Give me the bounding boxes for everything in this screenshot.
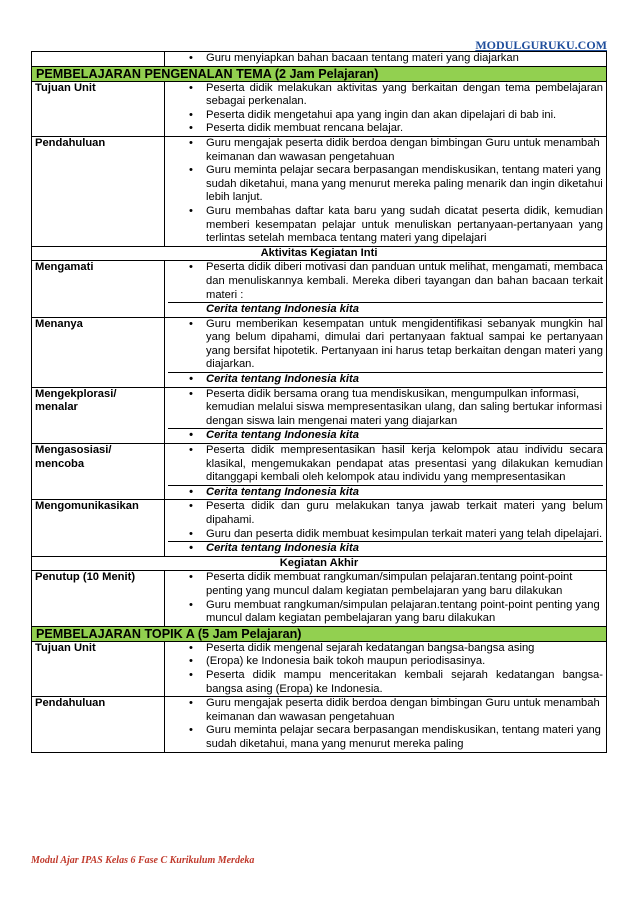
table-row <box>32 387 607 443</box>
list-item: • Guru membahas daftar kata baru yang sudah dicatat peserta didik, kemudian memberi kesempatan pelajar untuk menuliskan pertanyaan-pertanyaan yang terlintas setelah membaca tentang materi yang dipelajari <box>168 205 603 246</box>
subheader-title: Aktivitas Kegiatan Inti <box>32 246 607 261</box>
table-row <box>32 571 607 626</box>
row-label: Pendahuluan <box>32 697 165 752</box>
section-header <box>32 626 607 641</box>
row-label: Tujuan Unit <box>32 81 165 136</box>
list-item: • Peserta didik membuat rangkuman/simpulan pelajaran.tentang point-point penting yang muncul dalam kegiatan pembelajaran yang baru dilakukan <box>168 571 603 598</box>
table-row <box>32 641 607 696</box>
row-label: menalar <box>35 401 78 414</box>
subheader-title: Kegiatan Akhir <box>32 556 607 571</box>
lesson-plan-table <box>31 51 607 753</box>
row-label: Pendahuluan <box>32 136 165 246</box>
story-title: • Cerita tentang Indonesia kita <box>168 373 603 387</box>
list-item: • (Eropa) ke Indonesia baik tokoh maupun periodisasinya. <box>168 655 603 669</box>
list-item: • Peserta didik mengenal sejarah kedatangan bangsa-bangsa asing <box>168 642 603 656</box>
section-title: PEMBELAJARAN TOPIK A (5 Jam Pelajaran) <box>32 626 607 641</box>
list-item: • Guru menyiapkan bahan bacaan tentang materi yang diajarkan <box>168 52 603 66</box>
table-row <box>32 52 607 67</box>
row-label: Mengekplorasi/ <box>35 387 117 400</box>
row-label: Mengasosiasi/ <box>35 444 112 457</box>
section-title: PEMBELAJARAN PENGENALAN TEMA (2 Jam Pelajaran) <box>32 66 607 81</box>
subheader-row <box>32 246 607 261</box>
list-item: • Peserta didik melakukan aktivitas yang berkaitan dengan tema pembelajaran sebagai perkenalan. <box>168 82 603 109</box>
table-row <box>32 136 607 246</box>
table-row <box>32 81 607 136</box>
story-title: Cerita tentang Indonesia kita <box>168 302 603 317</box>
table-row <box>32 500 607 556</box>
table-row <box>32 697 607 752</box>
list-item: • Guru meminta pelajar secara berpasangan mendiskusikan, tentang materi yang sudah diketahui, mana yang menurut mereka paling <box>168 724 603 751</box>
list-item: • Guru dan peserta didik membuat kesimpulan terkait materi yang telah dipelajari. <box>168 528 603 542</box>
footer-text: Modul Ajar IPAS Kelas 6 Fase C Kurikulum Merdeka <box>31 855 255 866</box>
list-item: • Guru meminta pelajar secara berpasangan mendiskusikan, tentang materi yang sudah diketahui, mana yang menurut mereka paling menarik dan ingin diketahui lebih lanjut. <box>168 164 603 205</box>
list-item: • Peserta didik dan guru melakukan tanya jawab terkait materi yang belum dipahami. <box>168 500 603 527</box>
list-item: • Guru mengajak peserta didik berdoa dengan bimbingan Guru untuk menambah keimanan dan wawasan pengetahuan <box>168 137 603 164</box>
list-item: • Peserta didik diberi motivasi dan panduan untuk melihat, mengamati, membaca dan menuliskannya kembali. Mereka diberi tayangan dan bahan bacaan terkait materi : <box>168 261 603 302</box>
list-item: • Guru membuat rangkuman/simpulan pelajaran.tentang point-point penting yang muncul dalam kegiatan pembelajaran yang baru dilakukan <box>168 599 603 626</box>
table-row <box>32 317 607 387</box>
list-item: • Guru memberikan kesempatan untuk mengidentifikasi sebanyak mungkin hal yang belum dipahami, dimulai dari pertanyaan faktual sampai ke pertanyaan yang bersifat hipotetik. Pertanyaan ini harus tetap berkaitan dengan materi yang diajarkan. <box>168 318 603 372</box>
row-label: Menanya <box>32 317 165 387</box>
list-item: • Peserta didik mempresentasikan hasil kerja kelompok atau individu secara klasikal, mengemukakan pendapat atas presentasi yang dilakukan kemudian ditanggapi kembali oleh kelompok atau individu yang mempresentasikan <box>168 444 603 485</box>
list-item: • Guru mengajak peserta didik berdoa dengan bimbingan Guru untuk menambah keimanan dan wawasan pengetahuan <box>168 697 603 724</box>
section-header <box>32 66 607 81</box>
row-label: Penutup (10 Menit) <box>32 571 165 626</box>
story-title: • Cerita tentang Indonesia kita <box>168 542 603 556</box>
subheader-row <box>32 556 607 571</box>
row-label: Mengamati <box>32 261 165 317</box>
table-row <box>32 261 607 317</box>
list-item: • Peserta didik mengetahui apa yang ingin dan akan dipelajari di bab ini. <box>168 109 603 123</box>
story-title: • Cerita tentang Indonesia kita <box>168 486 603 500</box>
list-item: • Peserta didik mampu menceritakan kembali sejarah kedatangan bangsa-bangsa asing (Eropa) ke Indonesia. <box>168 669 603 696</box>
table-row <box>32 444 607 500</box>
row-label: Mengomunikasikan <box>32 500 165 556</box>
list-item: • Peserta didik bersama orang tua mendiskusikan, mengumpulkan informasi, kemudian melalui siswa mempresentasikan ulang, dan saling bertukar informasi dengan siswa lain mengenai materi yang diajarkan <box>168 388 603 429</box>
row-label: Tujuan Unit <box>32 641 165 696</box>
header-site-link[interactable]: MODULGURUKU.COM <box>475 38 607 52</box>
story-title: • Cerita tentang Indonesia kita <box>168 429 603 443</box>
list-item: • Peserta didik membuat rencana belajar. <box>168 122 603 136</box>
row-label: mencoba <box>35 457 85 470</box>
